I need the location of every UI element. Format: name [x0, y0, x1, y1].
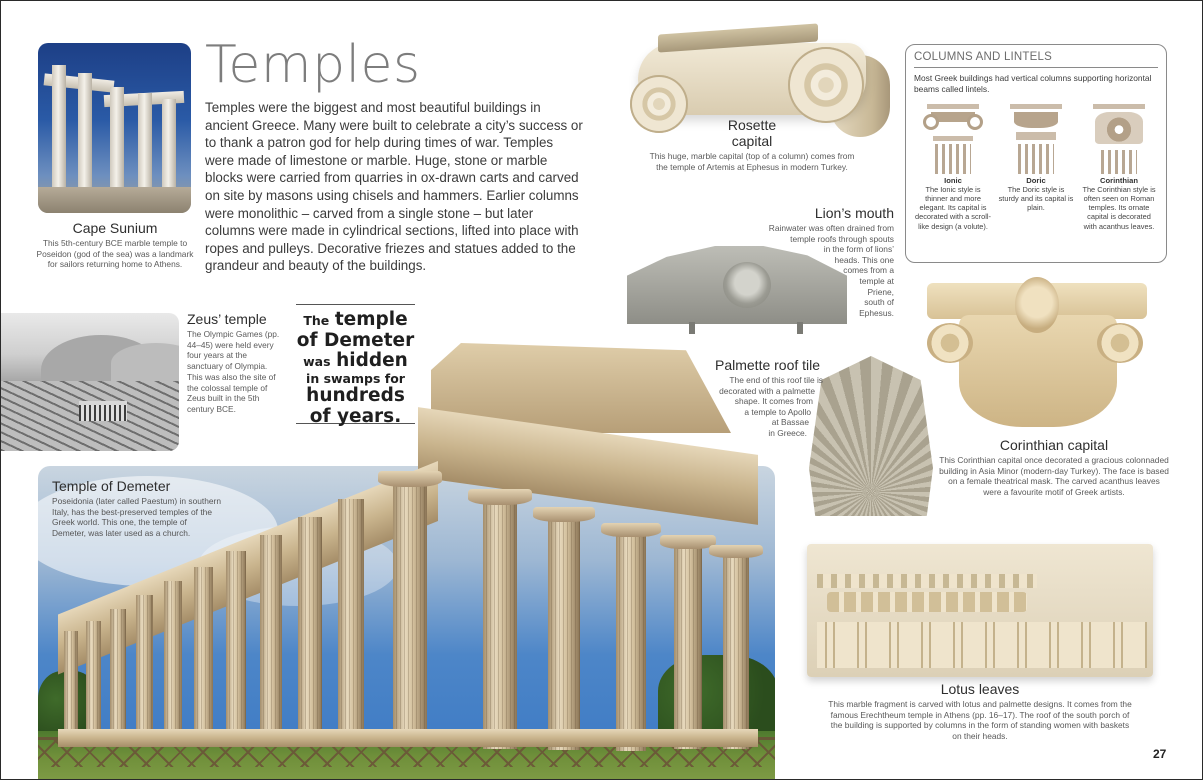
column-desc: The Ionic style is thinner and more elegant. Its capital is decorated with a scroll-like design (a volute).	[915, 184, 991, 231]
caption-line: Rainwater was often drained from	[768, 223, 894, 233]
lions-mouth-caption	[746, 205, 894, 318]
column-name: Doric	[1026, 175, 1046, 185]
fact-text: of Demeter	[296, 329, 415, 351]
caption-line: temple roofs through spouts	[790, 233, 894, 244]
caption-line: heads. This one	[834, 254, 894, 265]
fact-text: was	[303, 354, 331, 369]
palmette-roof-tile-caption	[701, 357, 829, 439]
cape-sunium-photo	[38, 43, 191, 213]
lotus-leaves-photo	[807, 544, 1153, 677]
box-heading: COLUMNS AND LINTELS	[914, 49, 1158, 68]
box-intro: Most Greek buildings had vertical columns supporting horizontal beams called lintels.	[914, 73, 1152, 94]
fact-text: temple	[334, 309, 408, 330]
column-name: Corinthian	[1100, 175, 1138, 185]
fact-text: in swamps for	[306, 370, 405, 386]
caption-line: at Bassae	[771, 417, 809, 428]
fact-text: hidden	[336, 350, 408, 371]
caption-line: Priene,	[867, 286, 894, 297]
caption-line: in Greece.	[768, 427, 807, 438]
column-desc: The Doric style is sturdy and its capital is plain.	[998, 184, 1074, 213]
fact-text: hundreds	[306, 385, 405, 406]
caption-line: a temple to Apollo	[744, 406, 811, 417]
column-desc: The Corinthian style is often seen on Roman temples. Its ornate capital is decorated with acanthus leaves.	[1082, 184, 1156, 231]
caption-line: decorated with a palmette	[719, 385, 815, 396]
caption-title: Palmette roof tile	[715, 357, 821, 373]
caption-title: Lion’s mouth	[814, 205, 894, 221]
columns-and-lintels-box	[905, 44, 1167, 263]
doric-column-item	[997, 104, 1075, 231]
doric-column-icon	[1006, 104, 1066, 174]
temple-of-demeter-caption	[52, 478, 222, 538]
caption-title: Cape Sunium	[72, 220, 158, 236]
caption-body: This huge, marble capital (top of a column) comes from the temple of Artemis at Ephesus in modern Turkey.	[649, 151, 855, 172]
fact-text: of years.	[309, 405, 402, 427]
rosette-capital-caption	[643, 117, 861, 172]
caption-line: south of	[864, 297, 894, 308]
caption-title: Temple of Demeter	[52, 478, 171, 494]
temple-structure	[38, 331, 778, 751]
caption-line: Ephesus.	[859, 307, 894, 318]
ionic-column-item	[914, 104, 992, 231]
caption-line: shape. It comes from	[734, 396, 813, 407]
caption-body: The Olympic Games (pp. 44–45) were held every four years at the sanctuary of Olympia. This was also the site of the colossal temple of Zeus built in the 5th century BCE.	[187, 329, 280, 414]
lotus-leaves-caption	[807, 681, 1153, 741]
caption-title: Corinthian capital	[999, 437, 1109, 453]
caption-body: This 5th-century BCE marble temple to Poseidon (god of the sea) was a landmark for sailors returning home to Athens.	[36, 238, 194, 270]
page-number: 27	[1153, 747, 1167, 761]
column-name: Ionic	[944, 175, 962, 185]
caption-title: Rosette	[727, 117, 777, 133]
caption-title: Lotus leaves	[940, 681, 1020, 697]
caption-line: comes from a	[843, 265, 894, 276]
corinthian-capital-caption	[939, 437, 1169, 497]
corinthian-column-icon	[1089, 104, 1149, 174]
ionic-column-icon	[923, 104, 983, 174]
caption-title: capital	[731, 133, 773, 149]
caption-line: temple at	[859, 275, 894, 286]
caption-title: Zeus’ temple	[187, 311, 267, 327]
page-title: Temples	[205, 35, 421, 95]
intro-paragraph: Temples were the biggest and most beautiful buildings in ancient Greece. Many were built to celebrate a city’s success or to thank a patron god for help during times of war. Temples were made of limestone or marble. Huge, stone or marble blocks were carried from quarries in ox-drawn carts and carved on site by masons using chisels and hammers. Earlier columns were monolithic – carved from a single stone – but later columns were made in cylindrical sections, lifted into place with ropes and pulleys. Decorative friezes and statues added to the grandeur and beauty of the buildings.	[205, 100, 583, 274]
caption-body: Poseidonia (later called Paestum) in southern Italy, has the best-preserved temples of the Greek world. This one, the temple of Demeter, was later used as a church.	[52, 496, 221, 538]
caption-body: This Corinthian capital once decorated a gracious colonnaded building in Asia Minor (modern-day Turkey). The face is based on a female theatrical mask. The carved acanthus leaves were a favourite motif of Greek artists.	[939, 455, 1169, 497]
corinthian-capital-photo	[917, 275, 1153, 433]
caption-line: in the form of lions’	[823, 244, 894, 255]
corinthian-column-item	[1080, 104, 1158, 231]
cape-sunium-caption	[35, 220, 195, 270]
fact-text: The	[303, 313, 330, 328]
caption-line: The end of this roof tile is	[729, 375, 823, 385]
caption-body: This marble fragment is carved with lotus and palmette designs. It comes from the famous Erechtheum temple in Athens (pp. 16–17). The roof of the south porch of the building is supported by columns in the form of standing women with baskets on their heads.	[828, 699, 1132, 741]
